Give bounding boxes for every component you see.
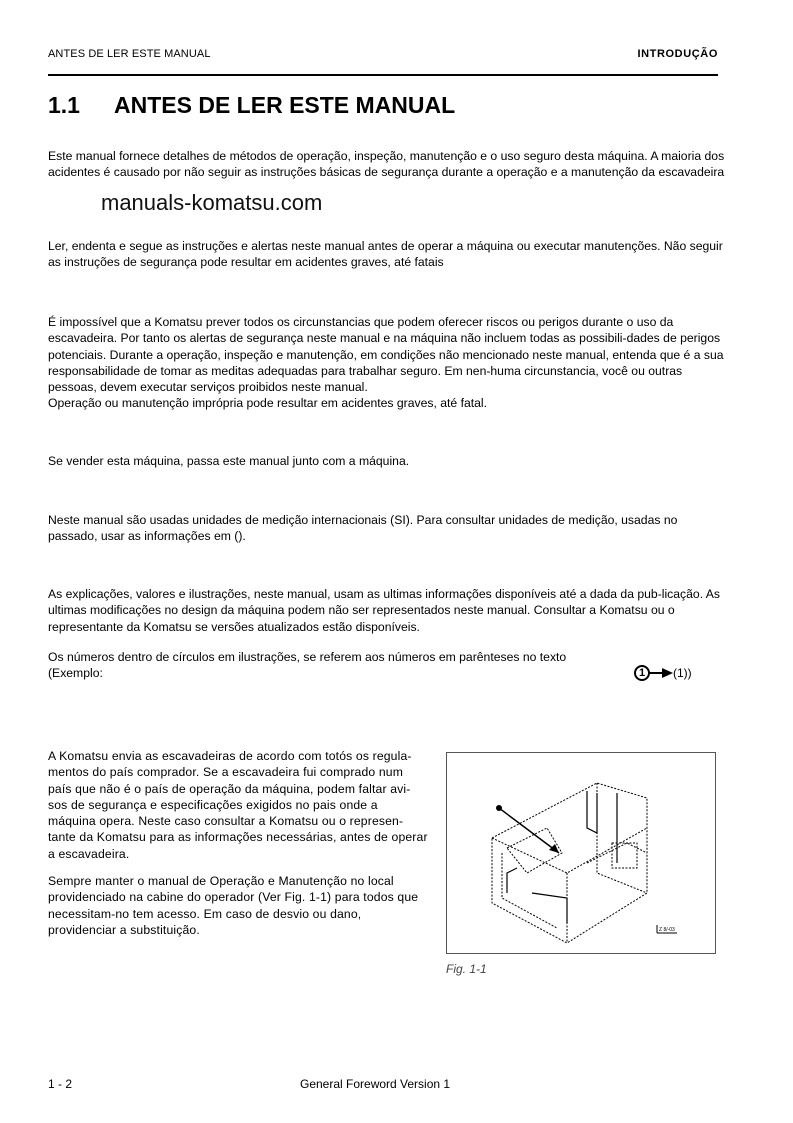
section-title — [48, 92, 455, 119]
figure-operator-cab — [446, 752, 716, 954]
paragraph-sell-machine: Se vender esta máquina, passa este manual junto com a máquina. — [48, 454, 410, 468]
header-rule — [48, 74, 718, 76]
paragraph-circled-numbers: Os números dentro de círculos em ilustrações, se referem aos números em parênteses no texto — [48, 650, 567, 664]
callout-example — [634, 665, 692, 681]
watermark: manuals-komatsu.com — [101, 190, 323, 215]
footer-title: General Foreword Version 1 — [300, 1077, 451, 1091]
paragraph-keep-manual: Sempre manter o manual de Operação e Manutenção no local providenciado na cabine do operador (Ver Fig. 1-1) para todos que necessitam-no tem acesso. Em caso de desvio ou dano, providenciar a substituição. — [48, 874, 419, 937]
paragraph-intro: Este manual fornece detalhes de métodos de operação, inspeção, manutenção e o uso seguro desta máquina. A maioria dos acidentes é causado por não seguir as instruções básicas de segurança durante a operação e a manutenção da escavadeira — [48, 149, 725, 180]
running-header-left: ANTES DE LER ESTE MANUAL — [48, 48, 211, 60]
paragraph-regulations: A Komatsu envia as escavadeiras de acordo com totós os regula-mentos do país comprador. Se a escavadeira fui comprado num país que não é o país de operação da máquina, podem faltar avi-sos de segurança e especificações exigidos no pais onde a máquina opera. Neste caso consultar a Komatsu ou o represen-tante da Komatsu para as informações necessárias, antes de operar a escavadeira. — [48, 749, 428, 861]
operator-cab-illustration-icon — [447, 753, 715, 953]
arrow-line-icon — [650, 672, 662, 674]
circled-number-icon: 1 — [634, 665, 650, 681]
paragraph-latest-info: As explicações, valores e ilustrações, neste manual, usam as ultimas informações disponíveis até a dada da pub-licação. As ultimas modificações no design da máquina podem não ser representados neste manual. Consultar a Komatsu ou o representante da Komatsu se versões atualizados estão disponíveis. — [48, 587, 721, 634]
paragraph-example: (Exemplo: — [48, 666, 103, 680]
arrow-head-icon — [662, 668, 673, 678]
page-number: 1 - 2 — [48, 1077, 73, 1091]
section-title-text: ANTES DE LER ESTE MANUAL — [114, 92, 456, 118]
section-number: 1.1 — [48, 92, 80, 118]
paragraph-improper-operation: Operação ou manutenção imprópria pode resultar em acidentes graves, até fatal. — [48, 396, 487, 410]
paragraph-impossible: É impossível que a Komatsu prever todos os circunstancias que podem oferecer riscos ou perigos durante o uso da escavadeira. Por tanto os alertas de segurança neste manual e na máquina não incluem todas as possibili-dades de perigos potenciais. Durante a operação, inspeção e manutenção, em condições não mencionado neste manual, entenda que é a sua responsabilidade de tomar as meditas adequadas para trabalhar seguro. Em nen-huma circunstancia, você ou outras pessoas, devem executar serviços proibidos neste manual. — [48, 315, 724, 395]
figure-caption: Fig. 1-1 — [446, 962, 487, 976]
paragraph-si-units: Neste manual são usadas unidades de medição internacionais (SI). Para consultar unidades de medição, usadas no passado, usar as informações em (). — [48, 513, 678, 544]
running-header-right: INTRODUÇÃO — [637, 48, 718, 60]
figure-code: Z 8/-03 — [659, 927, 675, 933]
paragraph-read-instructions: Ler, endenta e segue as instruções e alertas neste manual antes de operar a máquina ou executar manutenções. Não seguir as instruções de segurança pode resultar em acidentes graves, até fatais — [48, 239, 723, 270]
callout-text: (1)) — [673, 666, 692, 680]
